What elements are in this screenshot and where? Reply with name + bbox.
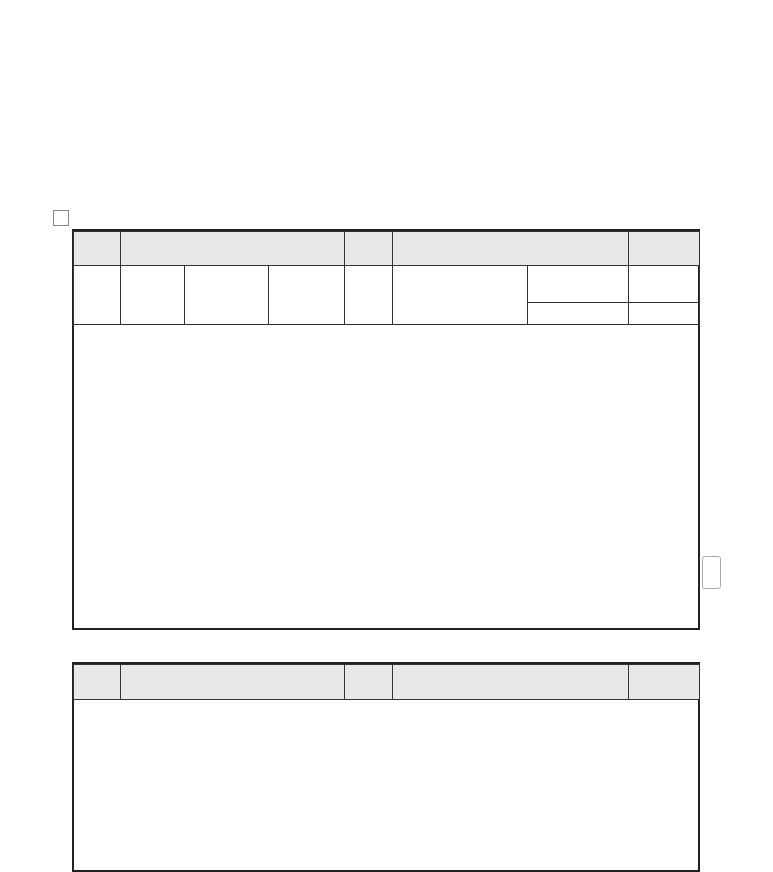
support-h-structure [185, 266, 269, 325]
header-note [629, 232, 700, 266]
table2-header-row [74, 665, 700, 700]
add-row-icon[interactable] [702, 556, 721, 589]
header-note [629, 665, 700, 700]
header-feature [393, 232, 629, 266]
support-header-row [74, 266, 700, 303]
header-no [74, 665, 121, 700]
support-h-thick2 [629, 303, 700, 325]
support-h-support [393, 266, 528, 325]
support-blank-unit [345, 266, 393, 325]
header-item [121, 665, 345, 700]
support-label-spacer [121, 266, 185, 325]
support-no [74, 266, 121, 325]
header-unit [345, 232, 393, 266]
support-h-height [269, 266, 345, 325]
header-no [74, 232, 121, 266]
header-item [121, 232, 345, 266]
support-h-thick1 [528, 303, 629, 325]
header-unit [345, 665, 393, 700]
table2 [73, 664, 700, 700]
table-move-handle-icon[interactable] [53, 210, 69, 226]
table1-header-row [74, 232, 700, 266]
table1 [73, 231, 700, 325]
header-feature [393, 665, 629, 700]
support-h-lining [629, 266, 700, 303]
support-h-initial [528, 266, 629, 303]
